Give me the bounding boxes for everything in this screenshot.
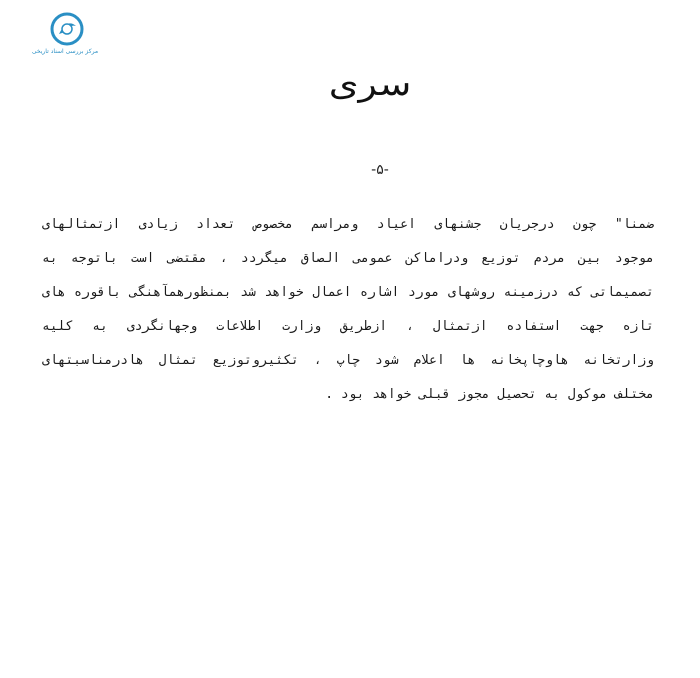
archive-emblem-icon: [50, 12, 84, 46]
logo-caption: مرکز بررسی اسناد تاریخی: [31, 48, 99, 55]
page-number: -۵-: [371, 162, 389, 178]
document-body: [42, 208, 654, 412]
body-line: موجود بین مردم توزیع ودراماکن عمومی الصاق میگردد ، مقتضی است باتوجه به: [42, 251, 654, 266]
body-line: تصمیماتی که درزمینه روشهای مورد اشاره اعمال خواهد شد بمنظورهمآهنگی باقوره های: [42, 285, 654, 300]
body-line: تازه جهت استفاده ازتمثال ، ازطریق وزارت اطلاعات وجهانگردی به کلیه: [42, 319, 654, 334]
body-line: وزارتخانه هاوچاپخانه ها اعلام شود چاپ ، تکثیروتوزیع تمثال هادرمناسبتهای: [42, 353, 654, 368]
archive-logo: [20, 12, 110, 60]
body-line: ضمنا" چون درجریان جشنهای اعیاد ومراسم مخصوص تعداد زیادی ازتمثالهای: [42, 217, 654, 232]
body-line-last: مختلف موکول به تحصیل مجوز قبلی خواهد بود .: [325, 387, 654, 402]
classification-heading: سری: [328, 65, 412, 103]
